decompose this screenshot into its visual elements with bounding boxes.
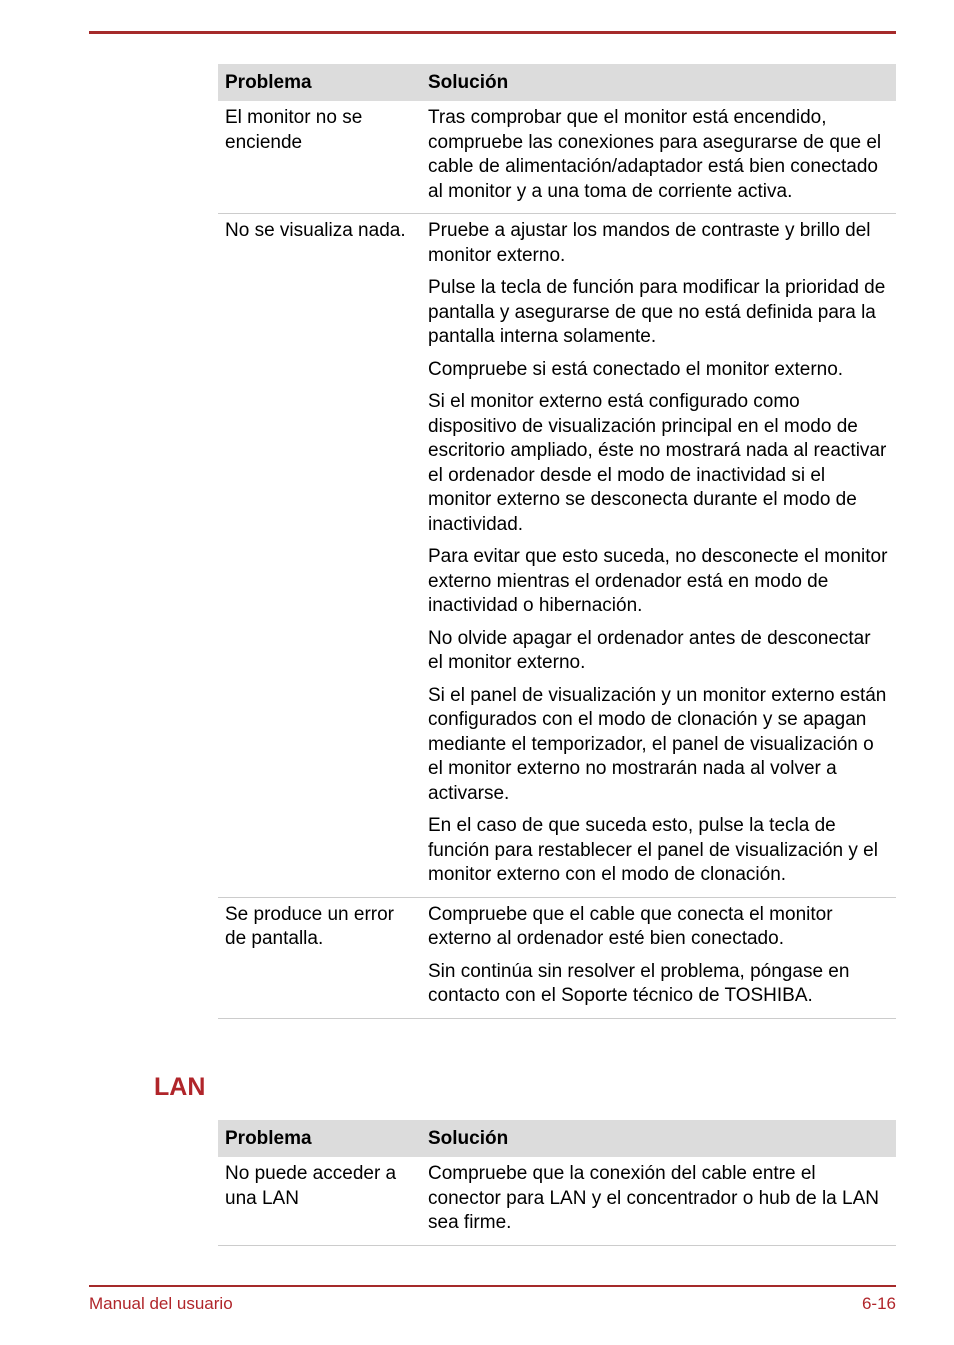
solution-paragraph: Tras comprobar que el monitor está encendido, compruebe las conexiones para asegurarse de que el cable de alimentación/adaptador está bien conectado al monitor y a una toma de corriente activa.	[428, 107, 882, 202]
problem-column-header: Problema	[218, 64, 421, 101]
lan-troubleshooting-table	[218, 1120, 896, 1246]
problem-cell: No se visualiza nada.	[218, 214, 421, 898]
solution-column-header: Solución	[421, 1120, 896, 1157]
solution-paragraph: Compruebe que la conexión del cable entre el conector para LAN y el concentrador o hub de la LAN sea firme.	[428, 1163, 879, 1233]
solution-paragraph: En el caso de que suceda esto, pulse la tecla de función para restablecer el panel de visualización y el monitor externo con el modo de clonación.	[428, 815, 878, 885]
table-row	[218, 101, 896, 214]
table-row	[218, 214, 896, 898]
solution-paragraph: Para evitar que esto suceda, no desconecte el monitor externo mientras el ordenador está en modo de inactividad o hibernación.	[428, 546, 888, 616]
footer-manual-title: Manual del usuario	[89, 1294, 233, 1313]
solution-paragraph: Si el monitor externo está configurado como dispositivo de visualización principal en el modo de escritorio ampliado, éste no mostrará nada al reactivar el ordenador desde el modo de inactividad si el monitor externo se desconecta durante el modo de inactividad.	[428, 391, 887, 535]
solution-paragraph: Pulse la tecla de función para modificar la prioridad de pantalla y asegurarse de que no está definida para la pantalla interna solamente.	[428, 277, 886, 347]
top-rule	[89, 31, 896, 34]
solution-paragraph: No olvide apagar el ordenador antes de desconectar el monitor externo.	[428, 627, 871, 673]
footer-rule	[89, 1285, 896, 1287]
table-row	[218, 897, 896, 1018]
solution-cell	[421, 897, 896, 1018]
table-header-row	[218, 64, 896, 101]
section-title-lan: LAN	[154, 1073, 206, 1101]
page-number: 6-16	[861, 1294, 896, 1313]
problem-cell: El monitor no se enciende	[218, 101, 421, 214]
display-troubleshooting-table	[218, 64, 896, 1019]
problem-cell: No puede acceder a una LAN	[218, 1157, 421, 1245]
solution-paragraph: Sin continúa sin resolver el problema, póngase en contacto con el Soporte técnico de TOSHIBA.	[428, 960, 850, 1006]
solution-paragraph: Si el panel de visualización y un monitor externo están configurados con el modo de clonación y se apagan mediante el temporizador, el panel de visualización o el monitor externo no mostrarán nada al volver a activarse.	[428, 684, 887, 804]
problem-column-header: Problema	[218, 1120, 421, 1157]
solution-paragraph: Compruebe que el cable que conecta el monitor externo al ordenador esté bien conectado.	[428, 903, 833, 949]
table-header-row	[218, 1120, 896, 1157]
problem-cell: Se produce un error de pantalla.	[218, 897, 421, 1018]
solution-cell	[421, 101, 896, 214]
solution-cell	[421, 214, 896, 898]
table-row	[218, 1157, 896, 1245]
solution-paragraph: Pruebe a ajustar los mandos de contraste y brillo del monitor externo.	[428, 220, 871, 266]
solution-column-header: Solución	[421, 64, 896, 101]
solution-paragraph: Compruebe si está conectado el monitor externo.	[428, 358, 844, 380]
solution-cell	[421, 1157, 896, 1245]
